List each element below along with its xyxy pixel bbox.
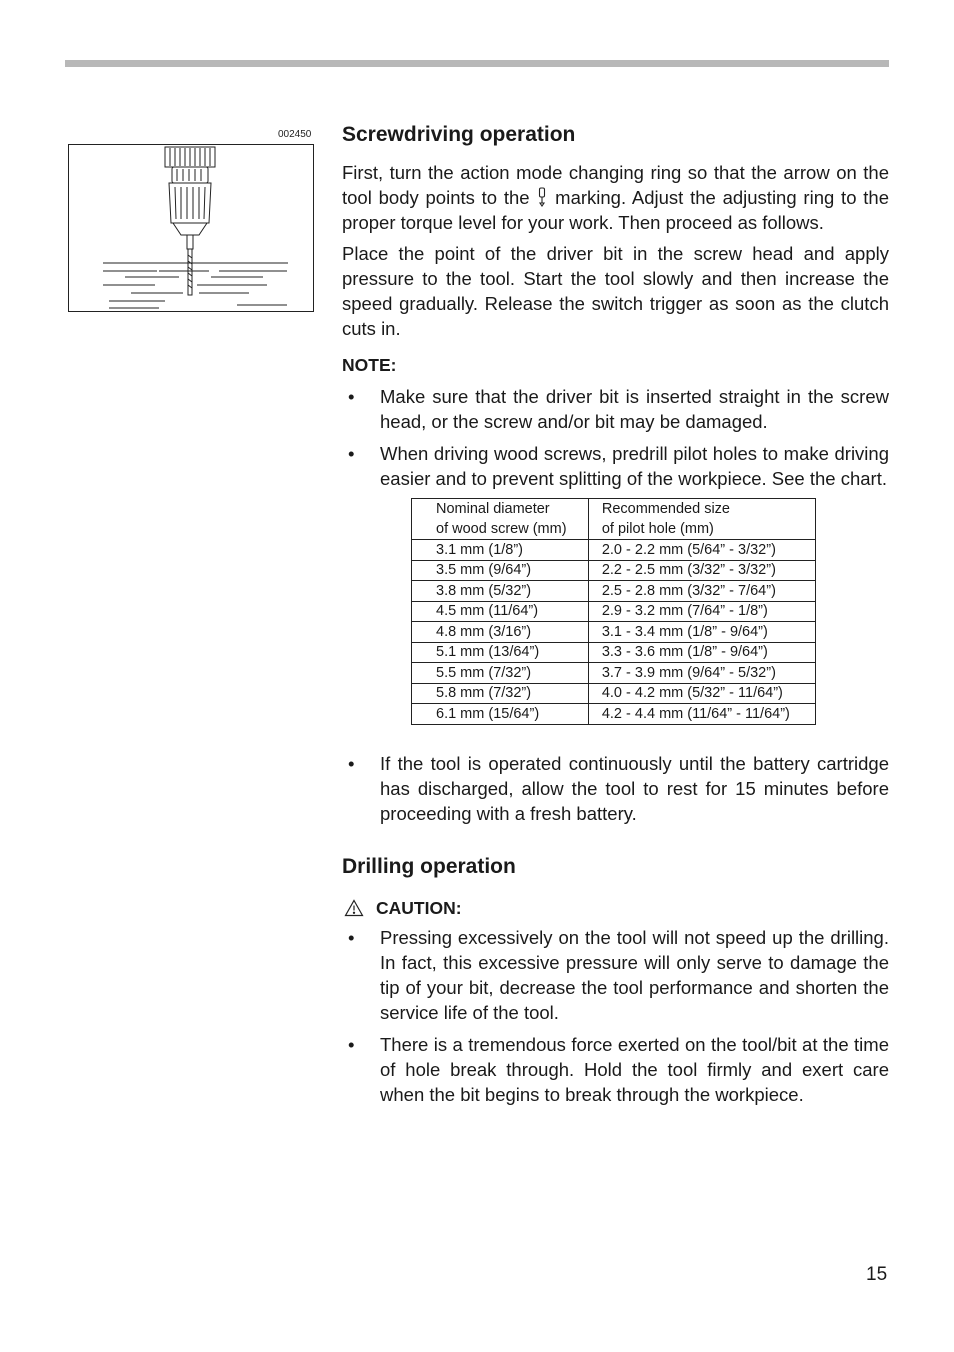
battery-note-list: [342, 751, 889, 826]
table-cell: 3.3 - 3.6 mm (1/8” - 9/64”): [588, 642, 815, 663]
table-row: [412, 683, 816, 704]
top-rule: [65, 60, 889, 67]
header-text: of wood screw (mm): [436, 521, 567, 537]
table-cell: 5.8 mm (7/32”): [412, 683, 589, 704]
table-cell: 4.2 - 4.4 mm (11/64” - 11/64”): [588, 704, 815, 725]
table-row: [412, 622, 816, 643]
screwdriving-paragraph-1: [342, 160, 889, 235]
table-cell: 3.8 mm (5/32”): [412, 581, 589, 602]
note-list: [342, 384, 889, 491]
screwdriving-heading: Screwdriving operation: [342, 123, 576, 146]
table-cell: 5.1 mm (13/64”): [412, 642, 589, 663]
table-row: [412, 581, 816, 602]
table-cell: 4.0 - 4.2 mm (5/32” - 11/64”): [588, 683, 815, 704]
table-cell: 2.9 - 3.2 mm (7/64” - 1/8”): [588, 601, 815, 622]
warning-triangle-icon: [344, 899, 364, 917]
list-item-text: There is a tremendous force exerted on the tool/bit at the time of hole break through. Hold the tool firmly and exert care when the bit begins to break through the workpiece.: [380, 1033, 889, 1105]
table-row: [412, 601, 816, 622]
list-item-text: Pressing excessively on the tool will not speed up the drilling. In fact, this excessive pressure will only serve to damage the tip of your bit, decrease the tool performance and shorten the service life of the tool.: [380, 926, 889, 1023]
list-item: • Make sure that the driver bit is inserted straight in the screw head, or the screw and/or bit may be damaged.: [348, 386, 889, 432]
main-content: [342, 120, 889, 1114]
table-cell: 5.5 mm (7/32”): [412, 663, 589, 684]
table-header-row: [412, 499, 816, 540]
table-row: [412, 540, 816, 561]
table-cell: 2.2 - 2.5 mm (3/32” - 3/32”): [588, 560, 815, 581]
list-item: • Pressing excessively on the tool will not speed up the drilling. In fact, this excessive pressure will only serve to damage the tip of your bit, decrease the tool performance and shorten the service life of the tool.: [348, 926, 889, 1023]
list-item-text: If the tool is operated continuously until the battery cartridge has discharged, allow the tool to rest for 15 minutes before proceeding with a fresh battery.: [380, 752, 889, 824]
caution-label: [342, 898, 889, 919]
page-number: 15: [866, 1264, 888, 1285]
drill-driving-screw-icon: [69, 145, 312, 310]
caution-list: [342, 925, 889, 1107]
list-item: • If the tool is operated continuously until the battery cartridge has discharged, allow the tool to rest for 15 minutes before proceeding with a fresh battery.: [348, 752, 889, 824]
list-item-text: Make sure that the driver bit is inserted straight in the screw head, or the screw and/or bit may be damaged.: [380, 386, 889, 432]
table-row: [412, 642, 816, 663]
table-cell: 3.7 - 3.9 mm (9/64” - 5/32”): [588, 663, 815, 684]
table-cell: 3.1 - 3.4 mm (1/8” - 9/64”): [588, 622, 815, 643]
header-text: of pilot hole (mm): [601, 521, 714, 537]
header-text: Nominal diameter: [436, 501, 550, 517]
screwdriver-illustration: [68, 144, 314, 312]
table-cell: 3.1 mm (1/8”): [412, 540, 589, 561]
pilot-hole-table: [411, 498, 816, 725]
list-item: • When driving wood screws, predrill pilot holes to make driving easier and to prevent splitting of the workpiece. See the chart.: [348, 443, 889, 489]
caution-text: CAUTION:: [376, 897, 462, 918]
table-header-cell: [588, 499, 815, 540]
table-cell: 3.5 mm (9/64”): [412, 560, 589, 581]
header-text: Recommended size: [601, 501, 730, 517]
table-cell: 4.8 mm (3/16”): [412, 622, 589, 643]
list-item: • There is a tremendous force exerted on the tool/bit at the time of hole break through. Hold the tool firmly and exert care when the bit begins to break through the workpiece.: [348, 1033, 889, 1105]
paragraph-text: marking. Adjust the adjusting ring to the proper torque level for your work. Then proceed as follows.: [342, 187, 889, 233]
table-row: [412, 560, 816, 581]
figure-code: 002450: [278, 129, 312, 140]
table-cell: 4.5 mm (11/64”): [412, 601, 589, 622]
note-label: NOTE:: [342, 355, 397, 375]
table-cell: 2.5 - 2.8 mm (3/32” - 7/64”): [588, 581, 815, 602]
table-row: [412, 704, 816, 725]
table-header-cell: [412, 499, 589, 540]
list-item-text: When driving wood screws, predrill pilot holes to make driving easier and to prevent splitting of the workpiece. See the chart.: [380, 443, 889, 489]
screwdriving-paragraph-2: Place the point of the driver bit in the screw head and apply pressure to the tool. Start the tool slowly and then increase the speed gradually. Release the switch trigger as soon as the clutch cuts in.: [342, 243, 889, 339]
table-cell: 6.1 mm (15/64”): [412, 704, 589, 725]
table-row: [412, 663, 816, 684]
screwdriver-mode-icon: [536, 187, 548, 207]
paragraph-text: First, turn the action mode changing ring so that the arrow on the tool body points to the: [342, 162, 889, 208]
table-cell: 2.0 - 2.2 mm (5/64” - 3/32”): [588, 540, 815, 561]
drilling-heading: Drilling operation: [342, 854, 516, 878]
